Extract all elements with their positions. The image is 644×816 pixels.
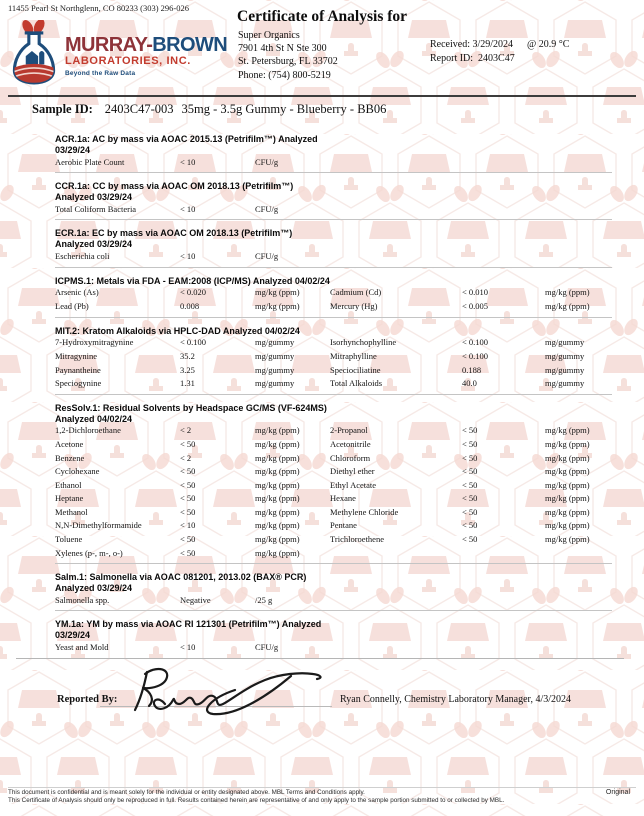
result-unit: mg/gummy bbox=[545, 337, 585, 348]
analyte-name: Cyclohexane bbox=[55, 466, 100, 477]
analyte-name: Escherichia coli bbox=[55, 250, 110, 261]
analysis-section bbox=[55, 173, 612, 220]
analysis-section bbox=[55, 268, 612, 318]
analyte-name: Trichloroethene bbox=[330, 534, 384, 545]
result-unit: mg/gummy bbox=[545, 350, 585, 361]
footer-line-2: This Certificate of Analysis should only be reproduced in full. Results contained herein are representative of and only apply to the sample portion submitted to or collected by MBL. bbox=[8, 797, 505, 804]
result-value: 35.2 bbox=[180, 350, 195, 361]
analyte-name: Aerobic Plate Count bbox=[55, 156, 125, 167]
analyte-name: Mercury (Hg) bbox=[330, 300, 378, 311]
result-value bbox=[462, 594, 545, 608]
analyte-name: Yeast and Mold bbox=[55, 642, 109, 653]
result-value: < 0.005 bbox=[462, 300, 489, 311]
section-title: CCR.1a: CC by mass via AOAC OM 2018.13 (Petrifilm™) Analyzed 03/29/24 bbox=[55, 181, 294, 202]
result-value: < 50 bbox=[180, 534, 196, 545]
section-title: ACR.1a: AC by mass via AOAC 2015.13 (Petrifilm™) Analyzed 03/29/24 bbox=[55, 134, 318, 155]
copy-type-label: Original bbox=[605, 789, 630, 796]
result-value: < 2 bbox=[180, 452, 192, 463]
result-unit bbox=[545, 203, 612, 217]
result-unit: mg/kg (ppm) bbox=[255, 534, 300, 545]
analysis-section bbox=[55, 318, 612, 395]
footer-disclaimer bbox=[8, 789, 636, 805]
analyte-name: Total Coliform Bacteria bbox=[55, 203, 137, 214]
result-row bbox=[55, 156, 612, 170]
result-value: < 2 bbox=[180, 425, 192, 436]
analyte-name: Xylenes (p-, m-, o-) bbox=[55, 547, 123, 558]
result-unit: mg/gummy bbox=[255, 350, 295, 361]
header-divider bbox=[8, 95, 636, 97]
result-row bbox=[55, 438, 612, 452]
result-unit bbox=[545, 641, 612, 655]
result-unit: mg/gummy bbox=[545, 378, 585, 389]
result-value: 0.188 bbox=[462, 364, 482, 375]
sample-id-value: 2403C47-003 bbox=[104, 102, 174, 116]
sample-id-line bbox=[32, 102, 386, 117]
result-row bbox=[55, 424, 612, 438]
result-unit: mg/gummy bbox=[545, 364, 585, 375]
analyte-name bbox=[330, 156, 462, 170]
lab-address: 11455 Pearl St Northglenn, CO 80233 (303) 296-026 bbox=[8, 3, 190, 13]
analyte-name: Chloroform bbox=[330, 452, 371, 463]
client-address-1: 7901 4th St N Ste 300 bbox=[238, 43, 327, 55]
result-unit: mg/kg (ppm) bbox=[255, 287, 300, 298]
result-unit: CFU/g bbox=[255, 203, 279, 214]
result-unit: mg/kg (ppm) bbox=[255, 438, 300, 449]
report-id-line: Report ID: 2403C47 bbox=[430, 52, 515, 64]
analyte-name: Diethyl ether bbox=[330, 466, 375, 477]
result-value: < 0.100 bbox=[462, 350, 489, 361]
result-unit: mg/kg (ppm) bbox=[545, 506, 590, 517]
analyte-name: Hexane bbox=[330, 493, 356, 504]
result-unit: mg/kg (ppm) bbox=[545, 425, 590, 436]
result-row bbox=[55, 547, 612, 561]
result-unit: mg/gummy bbox=[255, 378, 295, 389]
analysis-section bbox=[55, 395, 612, 565]
reported-by-block bbox=[57, 688, 614, 748]
section-title: ResSolv.1: Residual Solvents by Headspace GC/MS (VF-624MS) Analyzed 04/02/24 bbox=[55, 402, 327, 424]
result-unit: mg/kg (ppm) bbox=[255, 493, 300, 504]
result-unit bbox=[545, 547, 612, 561]
result-row bbox=[55, 519, 612, 533]
result-value: < 50 bbox=[462, 534, 478, 545]
analyte-name: Ethyl Acetate bbox=[330, 479, 377, 490]
section-title: ECR.1a: EC by mass via AOAC OM 2018.13 (Petrifilm™) Analyzed 03/29/24 bbox=[55, 228, 293, 250]
analyte-name: Methylene Chloride bbox=[330, 506, 399, 517]
result-value: < 50 bbox=[462, 479, 478, 490]
flask-farm-icon bbox=[8, 20, 60, 86]
result-unit: mg/kg (ppm) bbox=[255, 425, 300, 436]
result-row bbox=[55, 533, 612, 547]
sample-description: 35mg - 3.5g Gummy - Blueberry - BB06 bbox=[181, 102, 387, 116]
result-row bbox=[55, 479, 612, 493]
result-unit: mg/kg (ppm) bbox=[255, 300, 300, 311]
result-value bbox=[462, 641, 545, 655]
result-unit: mg/kg (ppm) bbox=[545, 520, 590, 531]
result-value: < 50 bbox=[462, 466, 478, 477]
analyte-name bbox=[330, 594, 462, 608]
result-value: Negative bbox=[180, 594, 211, 605]
section-title: Salm.1: Salmonella via AOAC 081201, 2013.02 (BAX® PCR) Analyzed 03/29/24 bbox=[55, 572, 307, 594]
result-unit bbox=[545, 250, 612, 264]
analyte-name: Mitragynine bbox=[55, 350, 98, 361]
result-value: < 10 bbox=[180, 642, 196, 653]
result-value: < 10 bbox=[180, 156, 196, 167]
result-unit: mg/kg (ppm) bbox=[545, 438, 590, 449]
result-row bbox=[55, 203, 612, 217]
analyte-name: Cadmium (Cd) bbox=[330, 287, 382, 298]
lab-tagline: Beyond the Raw Data bbox=[65, 70, 136, 77]
result-value: < 0.100 bbox=[180, 337, 207, 348]
analyte-name bbox=[330, 203, 462, 217]
result-unit: CFU/g bbox=[255, 642, 279, 653]
analyte-name: Speciogynine bbox=[55, 378, 102, 389]
result-row bbox=[55, 452, 612, 466]
analyte-name: Total Alkaloids bbox=[330, 378, 383, 389]
result-unit: mg/kg (ppm) bbox=[255, 520, 300, 531]
result-value: < 10 bbox=[180, 203, 196, 214]
result-value bbox=[462, 203, 545, 217]
result-row bbox=[55, 377, 612, 391]
client-block bbox=[238, 29, 338, 82]
reported-by-label: Reported By: bbox=[57, 694, 118, 705]
footer-divider bbox=[8, 787, 636, 788]
result-row bbox=[55, 336, 612, 350]
lab-name-subtitle: LABORATORIES, INC. bbox=[65, 55, 191, 67]
result-value: 0.008 bbox=[180, 300, 200, 311]
result-row bbox=[55, 594, 612, 608]
lab-logo bbox=[8, 20, 227, 86]
lab-logo-text bbox=[65, 36, 227, 77]
analyte-name: Paynantheine bbox=[55, 364, 101, 375]
analyte-name: N,N-Dimethylformamide bbox=[55, 520, 142, 531]
result-value bbox=[462, 156, 545, 170]
result-row bbox=[55, 300, 612, 314]
client-name: Super Organics bbox=[238, 30, 300, 41]
result-row bbox=[55, 506, 612, 520]
analyte-name: Lead (Pb) bbox=[55, 300, 89, 311]
certificate-title: Certificate of Analysis for bbox=[237, 8, 408, 25]
result-value bbox=[462, 547, 545, 561]
result-unit bbox=[545, 594, 612, 608]
result-value: < 50 bbox=[180, 547, 196, 558]
result-value: < 50 bbox=[462, 520, 478, 531]
result-unit: mg/gummy bbox=[255, 364, 295, 375]
result-value: < 0.100 bbox=[462, 337, 489, 348]
analyte-name bbox=[330, 250, 462, 264]
analysis-section bbox=[55, 564, 612, 611]
result-value: < 50 bbox=[180, 466, 196, 477]
result-value: 3.25 bbox=[180, 364, 195, 375]
analyte-name: Speciociliatine bbox=[330, 364, 381, 375]
result-unit: CFU/g bbox=[255, 156, 279, 167]
result-value: < 50 bbox=[180, 479, 196, 490]
result-value: 1.31 bbox=[180, 378, 195, 389]
analyte-name: Mitraphylline bbox=[330, 350, 377, 361]
result-unit: mg/kg (ppm) bbox=[545, 300, 590, 311]
result-row bbox=[55, 465, 612, 479]
analyte-name: Heptane bbox=[55, 493, 84, 504]
result-row bbox=[55, 492, 612, 506]
result-unit: mg/kg (ppm) bbox=[255, 466, 300, 477]
result-unit: mg/kg (ppm) bbox=[255, 547, 300, 558]
analyte-name: 1,2-Dichloroethane bbox=[55, 425, 121, 436]
reporter-name: Ryan Connelly, Chemistry Laboratory Manager, 4/3/2024 bbox=[340, 694, 572, 705]
result-row bbox=[55, 250, 612, 264]
result-value: < 10 bbox=[180, 520, 196, 531]
received-line: Received: 3/29/2024 @ 20.9 °C bbox=[430, 39, 570, 50]
result-unit: mg/kg (ppm) bbox=[545, 466, 590, 477]
result-unit: mg/kg (ppm) bbox=[545, 493, 590, 504]
result-value: < 50 bbox=[180, 493, 196, 504]
analyte-name: 2-Propanol bbox=[330, 425, 368, 436]
analyte-name: Ethanol bbox=[55, 479, 82, 490]
result-unit: CFU/g bbox=[255, 250, 279, 261]
analyte-name: Benzene bbox=[55, 452, 85, 463]
analyte-name bbox=[330, 547, 462, 561]
analyte-name: Acetone bbox=[55, 438, 84, 449]
analyte-name: 7-Hydroxymitragynine bbox=[55, 337, 134, 348]
result-unit: mg/kg (ppm) bbox=[545, 287, 590, 298]
analyte-name: Methanol bbox=[55, 506, 88, 517]
lab-name: MURRAY-BROWN bbox=[65, 34, 228, 56]
result-row bbox=[55, 364, 612, 378]
result-value bbox=[462, 250, 545, 264]
section-title: YM.1a: YM by mass via AOAC RI 121301 (Petrifilm™) Analyzed 03/29/24 bbox=[55, 619, 322, 641]
analysis-section bbox=[55, 126, 612, 173]
sample-id-label: Sample ID: bbox=[32, 102, 93, 116]
result-unit: mg/kg (ppm) bbox=[255, 452, 300, 463]
analysis-section bbox=[55, 220, 612, 267]
result-row bbox=[55, 286, 612, 300]
result-row bbox=[55, 350, 612, 364]
analyte-name: Pentane bbox=[330, 520, 357, 531]
receipt-block bbox=[430, 38, 569, 65]
result-unit: mg/kg (ppm) bbox=[255, 479, 300, 490]
result-value: < 50 bbox=[462, 506, 478, 517]
client-phone: Phone: (754) 800-5219 bbox=[238, 69, 331, 81]
analyte-name: Arsenic (As) bbox=[55, 287, 99, 298]
sections bbox=[55, 126, 612, 659]
footer-line-1: This document is confidential and is meant solely for the individual or entity designated above. MBL Terms and Conditions apply. bbox=[8, 789, 365, 796]
result-value: < 50 bbox=[180, 506, 196, 517]
result-value: < 50 bbox=[462, 438, 478, 449]
result-value: < 50 bbox=[462, 493, 478, 504]
signature bbox=[95, 662, 340, 722]
result-value: < 0.020 bbox=[180, 287, 207, 298]
analysis-section bbox=[16, 611, 624, 658]
result-row bbox=[55, 641, 612, 655]
section-title: MIT.2: Kratom Alkaloids via HPLC-DAD Analyzed 04/02/24 bbox=[55, 325, 300, 336]
client-address-2: St. Petersburg, FL 33702 bbox=[238, 56, 338, 68]
result-unit: mg/kg (ppm) bbox=[545, 479, 590, 490]
result-unit: /25 g bbox=[255, 594, 273, 605]
result-value: < 0.010 bbox=[462, 287, 489, 298]
result-value: < 10 bbox=[180, 250, 196, 261]
result-unit bbox=[545, 156, 612, 170]
result-value: < 50 bbox=[462, 425, 478, 436]
analyte-name: Salmonella spp. bbox=[55, 594, 110, 605]
result-value: < 50 bbox=[462, 452, 478, 463]
analyte-name: Toluene bbox=[55, 534, 83, 545]
analyte-name: Acetonitrile bbox=[330, 438, 371, 449]
result-value: 40.0 bbox=[462, 378, 477, 389]
result-value: < 50 bbox=[180, 438, 196, 449]
result-unit: mg/gummy bbox=[255, 337, 295, 348]
result-unit: mg/kg (ppm) bbox=[545, 534, 590, 545]
result-unit: mg/kg (ppm) bbox=[255, 506, 300, 517]
section-title: ICPMS.1: Metals via FDA - EAM:2008 (ICP/MS) Analyzed 04/02/24 bbox=[55, 275, 330, 286]
analyte-name: Isorhynchophylline bbox=[330, 337, 397, 348]
analyte-name bbox=[330, 641, 462, 655]
result-unit: mg/kg (ppm) bbox=[545, 452, 590, 463]
